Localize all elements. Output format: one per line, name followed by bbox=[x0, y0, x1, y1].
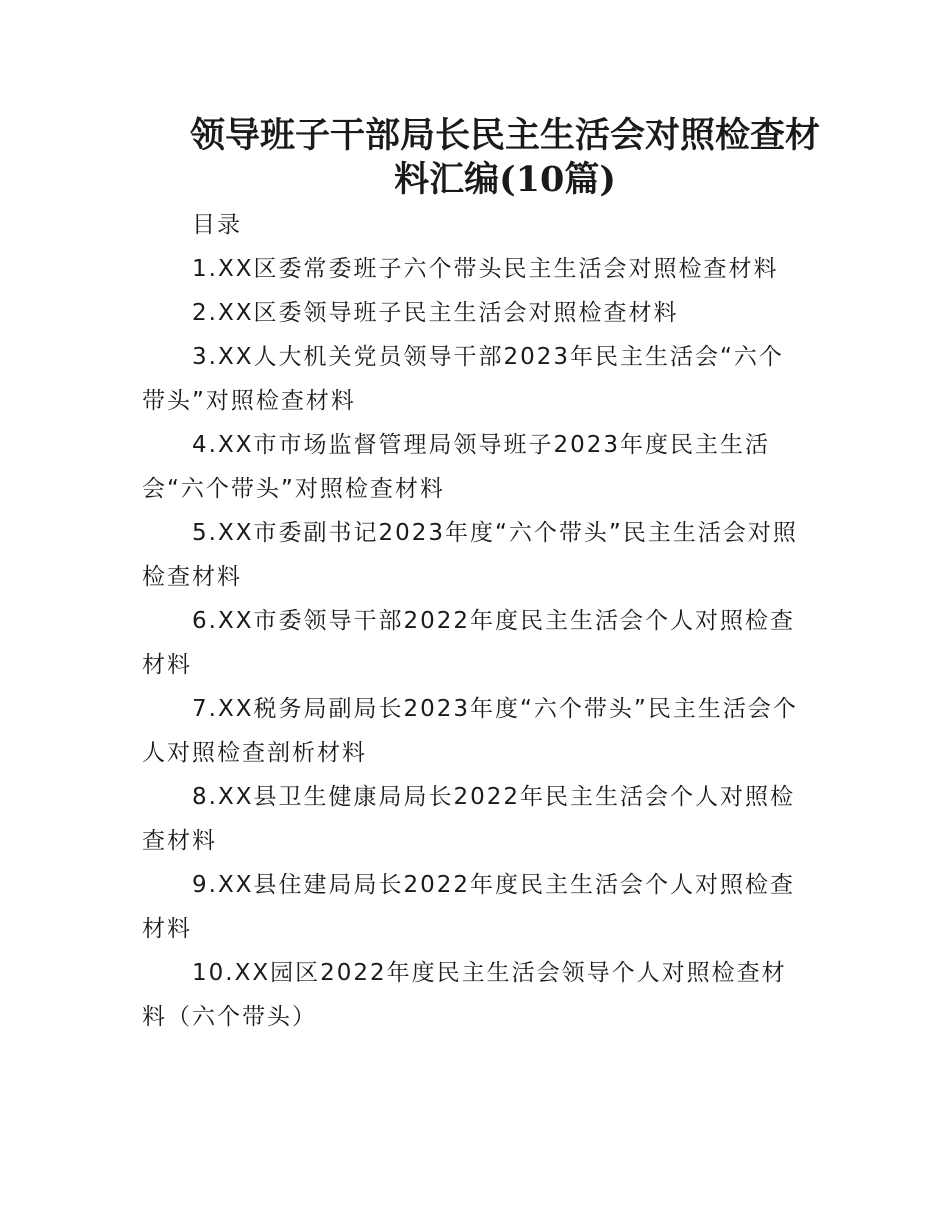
toc-item: 8.XX县卫生健康局局长2022年民主生活会个人对照检查材料 bbox=[142, 784, 795, 854]
toc-item: 7.XX税务局副局长2023年度“六个带头”民主生活会个人对照检查剖析材料 bbox=[142, 696, 798, 766]
toc-item: 1.XX区委常委班子六个带头民主生活会对照检查材料 bbox=[192, 256, 779, 282]
toc-item: 4.XX市市场监督管理局领导班子2023年度民主生活会“六个带头”对照检查材料 bbox=[142, 432, 770, 502]
toc-item: 10.XX园区2022年度民主生活会领导个人对照检查材料（六个带头） bbox=[142, 960, 787, 1030]
toc-item: 9.XX县住建局局长2022年度民主生活会个人对照检查材料 bbox=[142, 872, 795, 942]
toc-item: 6.XX市委领导干部2022年度民主生活会个人对照检查材料 bbox=[142, 608, 795, 678]
table-of-contents bbox=[142, 203, 802, 1039]
toc-item: 3.XX人大机关党员领导干部2023年民主生活会“六个带头”对照检查材料 bbox=[142, 344, 784, 414]
toc-item: 5.XX市委副书记2023年度“六个带头”民主生活会对照检查材料 bbox=[142, 520, 798, 590]
document-title: 领导班子干部局长民主生活会对照检查材料汇编(10篇) bbox=[189, 115, 820, 200]
toc-item: 2.XX区委领导班子民主生活会对照检查材料 bbox=[192, 300, 679, 326]
toc-list bbox=[142, 247, 802, 1039]
toc-heading: 目录 bbox=[192, 212, 242, 238]
